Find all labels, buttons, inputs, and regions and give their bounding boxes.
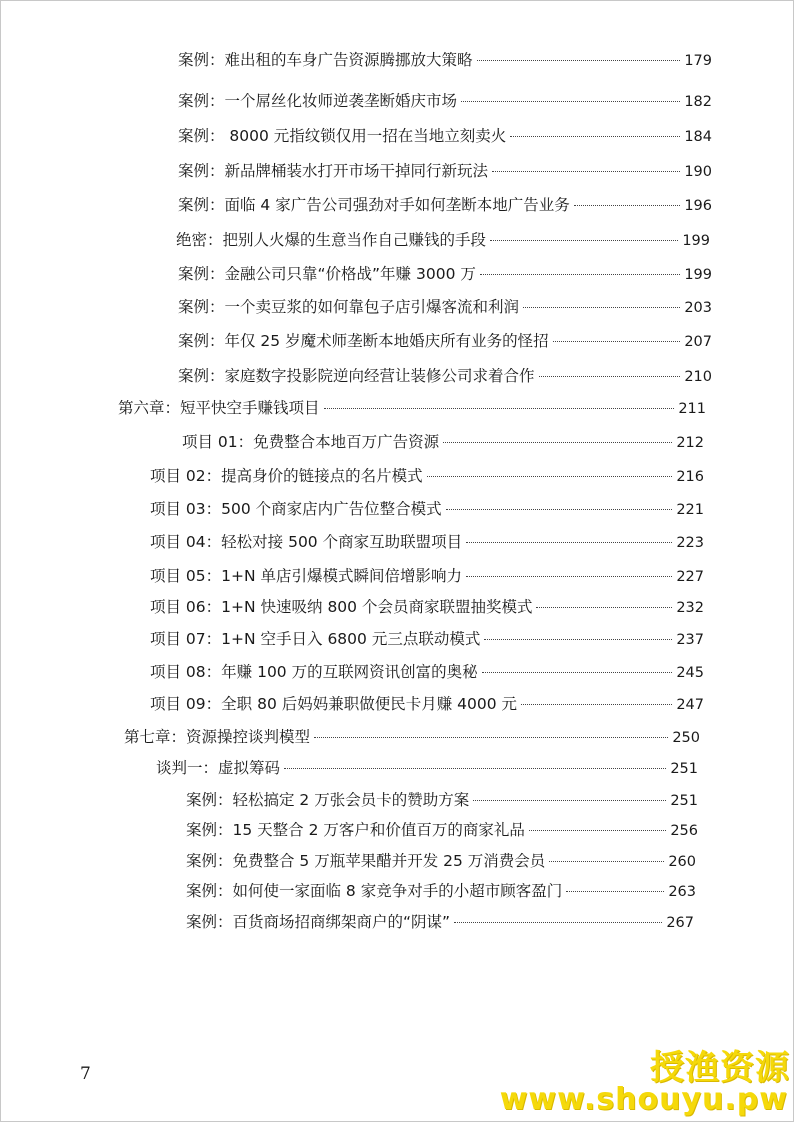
toc-entry-title: 案例：轻松搞定 2 万张会员卡的赞助方案: [186, 791, 470, 809]
toc-section[interactable]: [156, 758, 698, 779]
toc-entry-title: 案例：难出租的车身广告资源腾挪放大策略: [178, 51, 473, 69]
toc-entry[interactable]: [150, 499, 704, 520]
leader-dots: [553, 341, 681, 342]
toc-entry[interactable]: [176, 230, 710, 251]
toc-entry-title: 项目 01：免费整合本地百万广告资源: [182, 433, 440, 451]
toc-entry[interactable]: [178, 126, 712, 147]
toc-entry-title: 第六章：短平快空手赚钱项目: [118, 399, 320, 417]
toc-entry-title: 项目 07：1+N 空手日入 6800 元三点联动模式: [150, 630, 481, 648]
toc-entry-page: 237: [676, 632, 704, 648]
leader-dots: [446, 509, 673, 510]
toc-entry[interactable]: [150, 466, 704, 487]
toc-entry-title: 第七章：资源操控谈判模型: [124, 728, 311, 746]
toc-entry-title: 项目 03：500 个商家店内广告位整合模式: [150, 500, 442, 518]
toc-entry-page: 250: [672, 730, 700, 746]
leader-dots: [490, 240, 678, 241]
leader-dots: [482, 672, 673, 673]
toc-entry-title: 案例：年仅 25 岁魔术师垄断本地婚庆所有业务的怪招: [178, 332, 549, 350]
toc-entry[interactable]: [186, 790, 698, 811]
leader-dots: [473, 800, 666, 801]
toc-entry[interactable]: [150, 532, 704, 553]
toc-entry-title: 案例：免费整合 5 万瓶苹果醋并开发 25 万消费会员: [186, 852, 546, 870]
page-number: 7: [80, 1064, 91, 1084]
toc-entry-page: 196: [684, 198, 712, 214]
toc-entry-page: 182: [684, 94, 712, 110]
toc-entry-title: 案例：15 天整合 2 万客户和价值百万的商家礼品: [186, 821, 525, 839]
toc-entry-page: 179: [684, 53, 712, 69]
leader-dots: [523, 307, 680, 308]
leader-dots: [480, 274, 680, 275]
toc-entry[interactable]: [178, 297, 712, 318]
toc-entry[interactable]: [178, 91, 712, 112]
leader-dots: [510, 136, 680, 137]
toc-entry[interactable]: [150, 597, 704, 618]
toc-entry[interactable]: [150, 629, 704, 650]
toc-chapter[interactable]: [124, 727, 700, 748]
toc-entry-title: 谈判一：虚拟筹码: [156, 759, 281, 777]
toc-entry-title: 案例： 8000 元指纹锁仅用一招在当地立刻卖火: [178, 127, 507, 145]
toc-entry-title: 案例：新品牌桶装水打开市场干掉同行新玩法: [178, 162, 489, 180]
leader-dots: [314, 737, 668, 738]
toc-entry[interactable]: [178, 195, 712, 216]
toc-entry-page: 263: [668, 884, 696, 900]
toc-entry-page: 245: [676, 665, 704, 681]
leader-dots: [521, 704, 672, 705]
toc-entry-page: 251: [670, 793, 698, 809]
toc-entry-page: 232: [676, 600, 704, 616]
leader-dots: [284, 768, 666, 769]
leader-dots: [443, 442, 672, 443]
toc-entry-title: 案例：如何使一家面临 8 家竞争对手的小超市顾客盈门: [186, 882, 563, 900]
toc-entry[interactable]: [178, 50, 712, 71]
leader-dots: [536, 607, 672, 608]
leader-dots: [477, 60, 681, 61]
toc-entry-page: 211: [678, 401, 706, 417]
toc-entry-title: 案例：家庭数字投影院逆向经营让装修公司求着合作: [178, 367, 535, 385]
toc-entry-page: 212: [676, 435, 704, 451]
toc-entry-page: 247: [676, 697, 704, 713]
toc-entry-title: 项目 09：全职 80 后妈妈兼职做便民卡月赚 4000 元: [150, 695, 518, 713]
leader-dots: [484, 639, 672, 640]
toc-entry[interactable]: [178, 331, 712, 352]
toc-entry-title: 项目 02：提高身价的链接点的名片模式: [150, 467, 423, 485]
toc-entry-page: 199: [684, 267, 712, 283]
leader-dots: [324, 408, 675, 409]
toc-entry-page: 256: [670, 823, 698, 839]
leader-dots: [574, 205, 681, 206]
leader-dots: [549, 861, 664, 862]
toc-entry-page: 260: [668, 854, 696, 870]
toc-entry-page: 227: [676, 569, 704, 585]
leader-dots: [492, 171, 680, 172]
toc-entry-title: 案例：百货商场招商绑架商户的“阴谋”: [186, 913, 451, 931]
toc-entry-title: 项目 04：轻松对接 500 个商家互助联盟项目: [150, 533, 463, 551]
toc-entry-title: 项目 08：年赚 100 万的互联网资讯创富的奥秘: [150, 663, 478, 681]
toc-entry-title: 项目 05：1+N 单店引爆模式瞬间倍增影响力: [150, 567, 463, 585]
leader-dots: [461, 101, 680, 102]
toc-entry[interactable]: [178, 161, 712, 182]
toc-entry[interactable]: [178, 264, 712, 285]
toc-entry-page: 199: [682, 233, 710, 249]
leader-dots: [466, 576, 672, 577]
toc-entry[interactable]: [182, 432, 704, 453]
watermark-text: 授渔资源: [650, 1048, 790, 1088]
watermark-url: www.shouyu.pw: [499, 1082, 788, 1117]
toc-chapter[interactable]: [118, 398, 706, 419]
toc-entry[interactable]: [150, 694, 704, 715]
toc-entry-page: 203: [684, 300, 712, 316]
toc-entry-title: 绝密：把别人火爆的生意当作自己赚钱的手段: [176, 231, 487, 249]
toc-entry-page: 184: [684, 129, 712, 145]
toc-entry[interactable]: [186, 820, 698, 841]
toc-entry[interactable]: [186, 881, 696, 902]
toc-entry[interactable]: [178, 366, 712, 387]
toc-entry[interactable]: [150, 662, 704, 683]
toc-entry-page: 223: [676, 535, 704, 551]
toc-entry-title: 案例：金融公司只靠“价格战”年赚 3000 万: [178, 265, 476, 283]
toc-entry-page: 221: [676, 502, 704, 518]
toc-entry[interactable]: [186, 851, 696, 872]
toc-entry[interactable]: [150, 566, 704, 587]
leader-dots: [539, 376, 681, 377]
leader-dots: [529, 830, 666, 831]
toc-entry-page: 190: [684, 164, 712, 180]
leader-dots: [566, 891, 664, 892]
leader-dots: [427, 476, 673, 477]
toc-entry-title: 案例：面临 4 家广告公司强劲对手如何垄断本地广告业务: [178, 196, 570, 214]
leader-dots: [454, 922, 662, 923]
toc-entry-title: 案例：一个屌丝化妆师逆袭垄断婚庆市场: [178, 92, 458, 110]
toc-entry-page: 267: [666, 915, 694, 931]
toc-entry-page: 207: [684, 334, 712, 350]
toc-entry-page: 251: [670, 761, 698, 777]
toc-entry-title: 项目 06：1+N 快速吸纳 800 个会员商家联盟抽奖模式: [150, 598, 533, 616]
leader-dots: [466, 542, 672, 543]
toc-entry-page: 216: [676, 469, 704, 485]
toc-entry-page: 210: [684, 369, 712, 385]
toc-entry-title: 案例：一个卖豆浆的如何靠包子店引爆客流和利润: [178, 298, 520, 316]
toc-entry[interactable]: [186, 912, 694, 933]
